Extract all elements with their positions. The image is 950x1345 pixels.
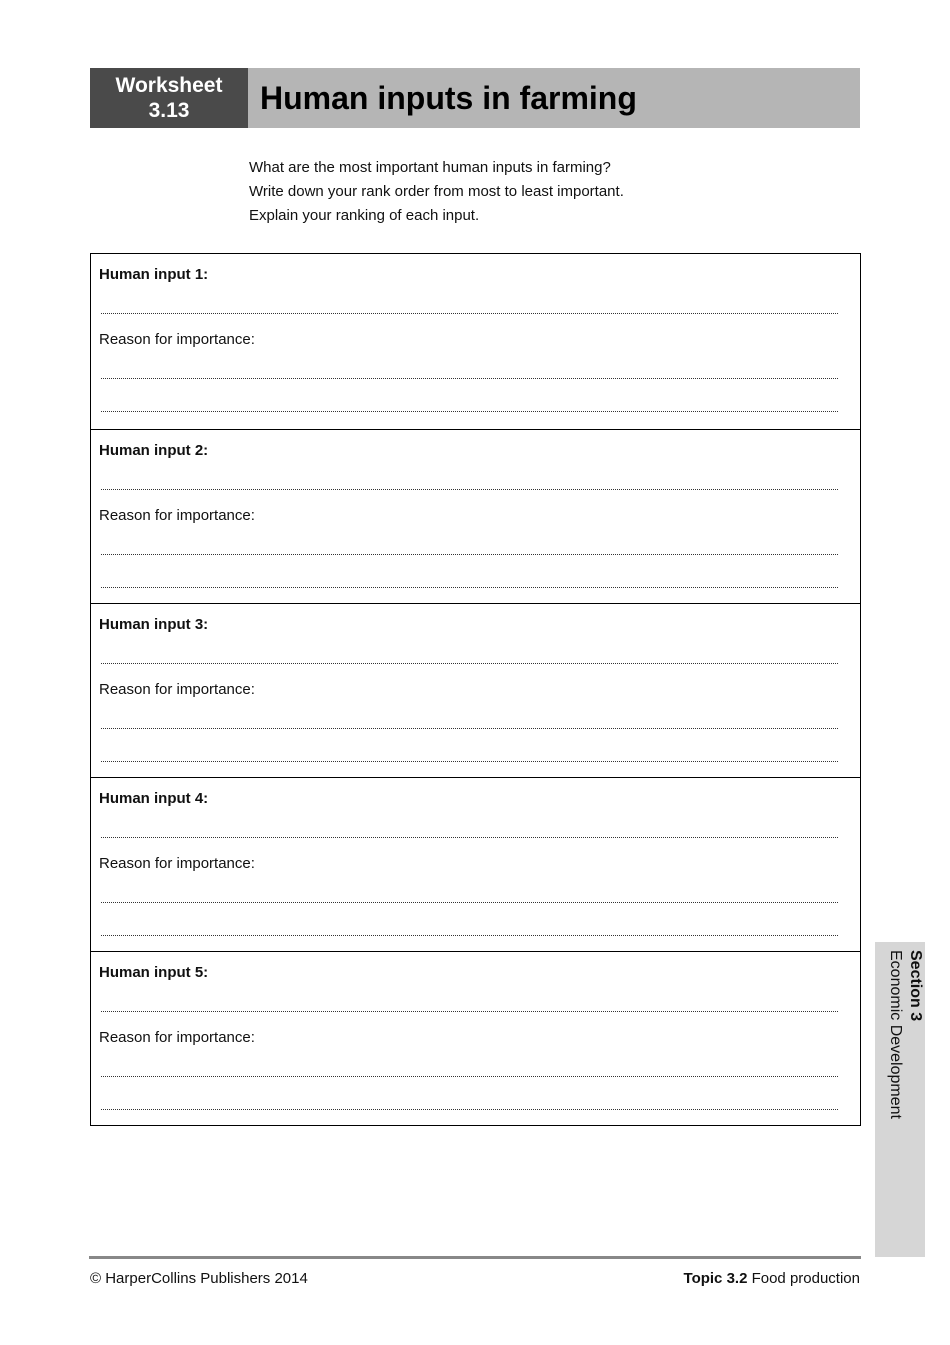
reason-label: Reason for importance: [99,681,255,698]
topic-number: Topic 3.2 [683,1270,748,1287]
input-label: Human input 2: [99,442,209,459]
reason-label: Reason for importance: [99,855,255,872]
worksheet-number: 3.13 [148,99,190,122]
section-side-label [885,950,925,1250]
instructions [249,156,624,228]
instruction-line: What are the most important human inputs in farming? [249,159,611,176]
answer-row-1 [91,254,860,429]
answer-line[interactable] [101,663,838,664]
reason-label: Reason for importance: [99,507,255,524]
worksheet-badge [90,68,248,128]
answer-line[interactable] [101,1109,838,1110]
answer-line[interactable] [101,489,838,490]
input-label: Human input 1: [99,266,209,283]
answer-row-3 [91,603,860,777]
reason-label: Reason for importance: [99,331,255,348]
input-label: Human input 5: [99,964,209,981]
topic-label [684,1270,860,1287]
page-title: Human inputs in farming [260,79,637,116]
topic-name: Food production [747,1270,860,1287]
answer-line[interactable] [101,378,838,379]
worksheet-header [90,68,860,128]
answer-row-4 [91,777,860,951]
answer-line[interactable] [101,728,838,729]
input-label: Human input 3: [99,616,209,633]
section-number: Section 3 [907,950,924,1022]
answer-line[interactable] [101,1011,838,1012]
input-label: Human input 4: [99,790,209,807]
answer-line[interactable] [101,761,838,762]
answer-line[interactable] [101,554,838,555]
footer-divider [89,1256,861,1259]
answer-line[interactable] [101,411,838,412]
copyright-text: © HarperCollins Publishers 2014 [90,1270,308,1287]
reason-label: Reason for importance: [99,1029,255,1046]
answer-row-5 [91,951,860,1125]
answer-line[interactable] [101,935,838,936]
answer-line[interactable] [101,1076,838,1077]
answer-line[interactable] [101,837,838,838]
answer-line[interactable] [101,313,838,314]
answer-row-2 [91,429,860,603]
instruction-line: Explain your ranking of each input. [249,207,480,224]
instruction-line: Write down your rank order from most to least important. [249,183,624,200]
answer-table [90,253,861,1126]
worksheet-word: Worksheet [115,74,223,97]
answer-line[interactable] [101,587,838,588]
title-bar [248,68,860,128]
section-subject: Economic Development [887,950,904,1119]
answer-line[interactable] [101,902,838,903]
